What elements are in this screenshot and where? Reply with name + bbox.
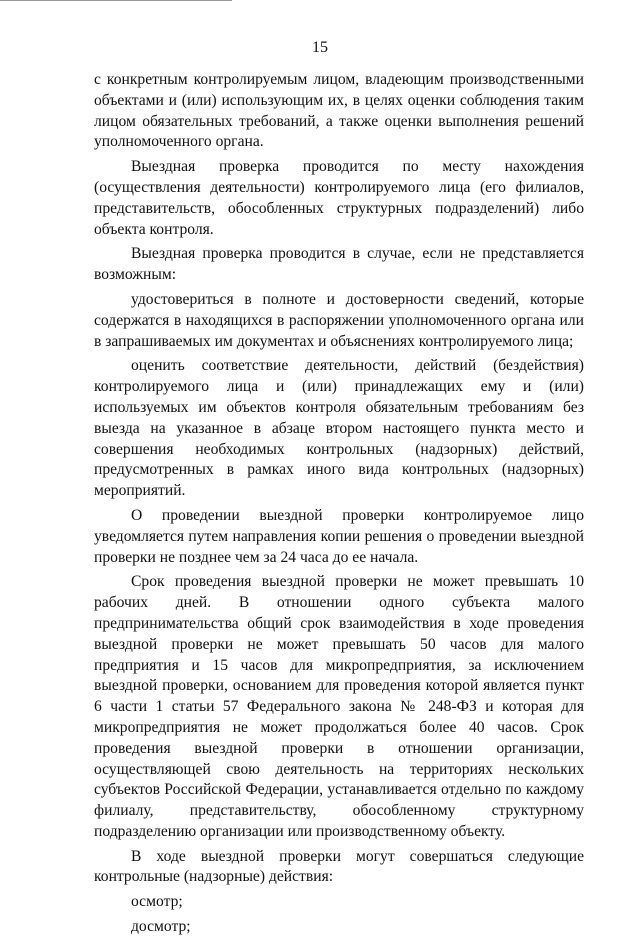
document-body [94, 70, 584, 942]
paragraph-inspection-conditions: Выездная проверка проводится в случае, если не представляется возможным: [94, 245, 584, 284]
paragraph-inspection-duration: Срок проведения выездной проверки не может превышать 10 рабочих дней. В отношении одного субъекта малого предпринимательства общий срок взаимодействия в ходе проведения выездной проверки не может превышать 50 часов для малого предприятия и 15 часов для микропредприятия, за исключением выездной проверки, основанием для проведения которой является пункт 6 части 1 статьи 57 Федерального закона № 248-ФЗ и которая для микропредприятия не может продолжаться более 40 часов. Срок проведения выездной проверки в отношении организации, осуществляющей свою деятельность на территориях нескольких субъектов Российской Федерации, устанавливается отдельно по каждому филиалу, представительству, обособленному структурному подразделению организации или производственному объекту. [94, 573, 584, 840]
paragraph-continuation: с конкретным контролируемым лицом, владеющим производственными объектами и (или) использующим их, в целях оценки соблюдения таким лицом обязательных требований, а также оценки выполнения решений уполномоченного органа. [94, 71, 584, 151]
paragraph-control-actions: В ходе выездной проверки могут совершаться следующие контрольные (надзорные) действия: [94, 847, 584, 886]
list-item-inspection: осмотр; [131, 893, 183, 911]
paragraph-verify-completeness: удостовериться в полноте и достоверности сведений, которые содержатся в находящихся в распоряжении уполномоченного органа или в запрашиваемых им документах и объяснениях контролируемого лица; [94, 290, 584, 350]
page-number: 15 [312, 39, 328, 56]
list-item-search: досмотр; [131, 918, 191, 936]
paragraph-notification: О проведении выездной проверки контролируемое лицо уведомляется путем направления копии решения о проведении выездной проверки не позднее чем за 24 часа до ее начала. [94, 506, 584, 566]
paragraph-inspection-location: Выездная проверка проводится по месту нахождения (осуществления деятельности) контролируемого лица (его филиалов, представительств, обособленных структурных подразделений) либо объекта контроля. [94, 158, 584, 238]
paragraph-assess-compliance: оценить соответствие деятельности, действий (бездействия) контролируемого лица и (или) принадлежащих ему и (или) используемых им объектов контроля обязательным требованиям без выезда на указанное в абзаце втором настоящего пункта место и совершения необходимых контрольных (надзорных) действий, предусмотренных в рамках иного вида контрольных (надзорных) мероприятий. [94, 357, 584, 500]
header-rule [0, 0, 232, 1]
